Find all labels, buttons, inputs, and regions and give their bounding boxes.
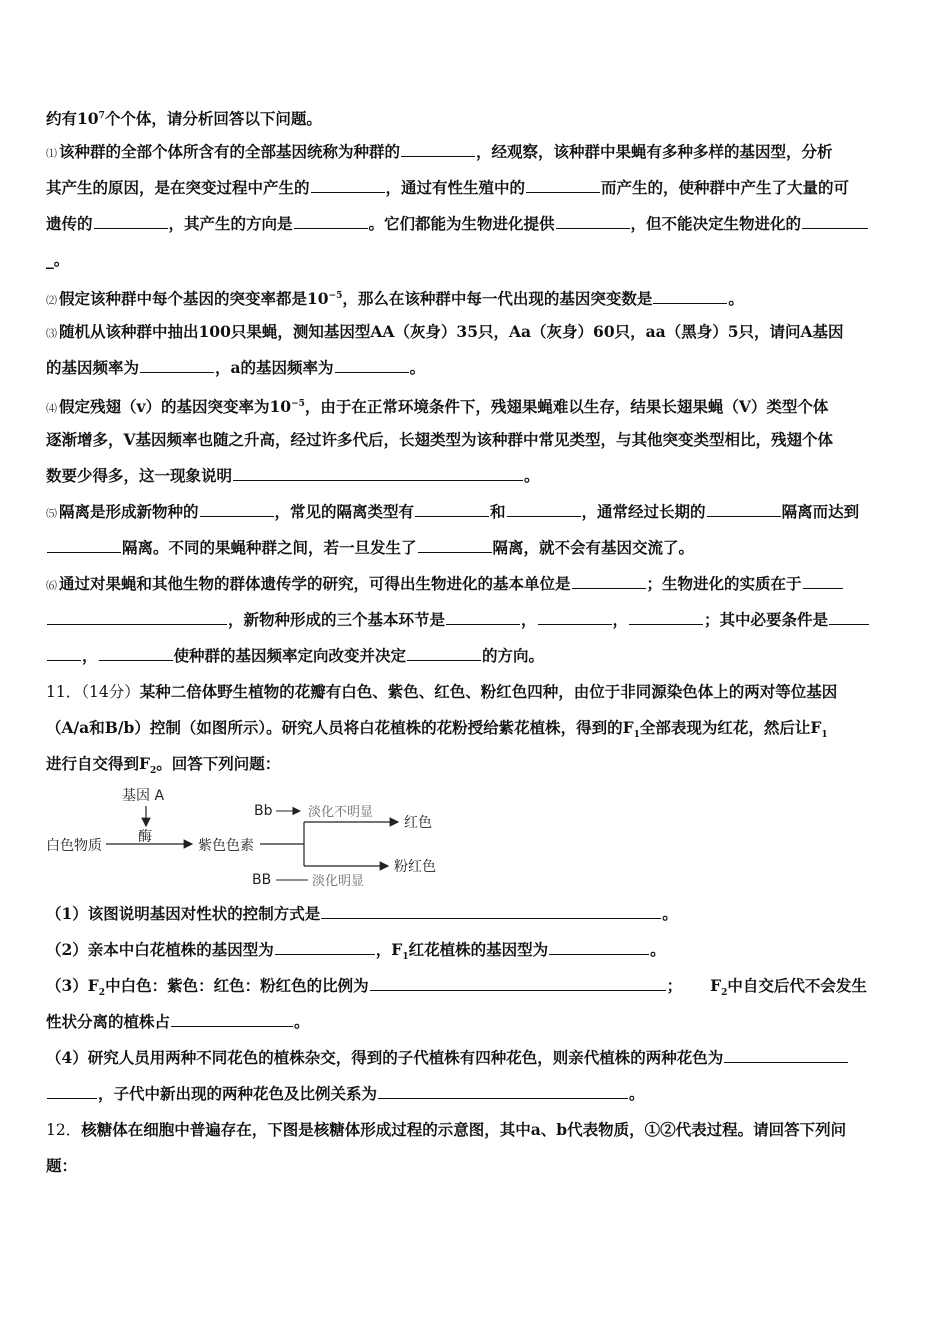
answer-blank[interactable] [370, 976, 666, 991]
pigment-pathway-diagram [46, 784, 908, 894]
answer-blank[interactable] [724, 1048, 848, 1063]
q10-part2-line: ⑵ 假定该种群中每个基因的突变率都是$10^{-5}$，那么在该种群中每一代出现的基因突变数是 。 [46, 289, 744, 309]
q10-part3-line1: ⑶ 随机从该种群中抽出100只果蝇，测知基因型AA（灰身）35只，Aa（灰身）60只，aa（黑身）5只，请问A基因 [46, 322, 844, 341]
question-number: 12． [46, 1121, 82, 1139]
q10-part4-line2: 逐渐增多，V基因频率也随之升高，经过许多代后，长翅类型为该种群中常见类型，与其他突变类型相比，残翅个体 [46, 430, 834, 449]
answer-blank[interactable] [629, 610, 703, 625]
answer-blank[interactable] [321, 904, 661, 919]
item-number: ⑸ [46, 507, 57, 520]
answer-blank[interactable] [47, 538, 121, 553]
answer-blank[interactable] [99, 646, 173, 661]
answer-blank[interactable] [526, 178, 600, 193]
answer-blank[interactable] [507, 502, 581, 517]
worksheet-page [46, 98, 908, 1184]
fade-weak-label: 淡化不明显 [308, 805, 374, 820]
gene-a-label: 基因 A [122, 788, 165, 804]
answer-blank[interactable] [171, 1012, 293, 1027]
q10-part4-line3: 数要少得多，这一现象说明 。 [46, 466, 540, 485]
item-number: ⑴ [46, 147, 57, 160]
q10-part1-line1: ⑴ 该种群的全部个体所含有的全部基因统称为种群的 ，经观察，该种群中果蝇有多种多样的基因型，分析 [46, 142, 833, 161]
q11-sub2: （2）亲本中白花植株的基因型为 ，$F_1$红花植株的基因型为 。 [46, 940, 666, 963]
q11-sub3-line1: $(3)F_2$中白色：紫色：红色：粉红色的比例为 ； $F_2$中自交后代不会发生 [46, 976, 867, 999]
pink-label: 粉红色 [394, 859, 436, 875]
white-substance-label: 白色物质 [46, 838, 102, 854]
q10-part1-line3: 遗传的 ，其产生的方向是 。它们都能为生物进化提供 ，但不能决定生物进化的 [46, 206, 908, 242]
q10-intro-line: 约有$10^7$个个体，请分析回答以下问题。 [46, 109, 322, 129]
purple-pigment-label: 紫色色素 [198, 838, 254, 854]
answer-blank[interactable] [94, 214, 168, 229]
answer-blank[interactable] [572, 574, 646, 589]
answer-blank[interactable] [653, 289, 727, 304]
item-number: ⑷ [46, 402, 57, 416]
answer-blank[interactable] [829, 610, 869, 625]
answer-blank[interactable] [140, 358, 214, 373]
bb-hom-label: BB [252, 872, 272, 888]
q12-stem-line1: 12．核糖体在细胞中普遍存在，下图是核糖体形成过程的示意图，其中a、b代表物质，①②代表过程。请回答下列问 [46, 1120, 847, 1139]
q10-part3-line2: 的基因频率为 ，a的基因频率为 。 [46, 358, 426, 377]
answer-blank[interactable] [446, 610, 520, 625]
q11-sub1: （1）该图说明基因对性状的控制方式是 。 [46, 904, 678, 923]
q11-sub4-line2: ，子代中新出现的两种花色及比例关系为 。 [46, 1076, 908, 1112]
answer-blank[interactable] [707, 502, 781, 517]
answer-blank[interactable] [47, 646, 81, 661]
q10-part1-line4: _。 [46, 250, 70, 269]
answer-blank[interactable] [200, 502, 274, 517]
q11-sub3-line2: 性状分离的植株占 。 [46, 1012, 310, 1031]
answer-blank[interactable] [47, 1084, 97, 1099]
q10-part6-line3: ， 使种群的基因频率定向改变并决定 的方向。 [46, 638, 908, 674]
q11-stem-line3: 进行自交得到$F_2$。回答下列问题： [46, 754, 281, 777]
answer-blank[interactable] [549, 940, 649, 955]
answer-blank[interactable] [802, 214, 868, 229]
answer-blank[interactable] [47, 610, 227, 625]
question-number: 11．（14分） [46, 683, 140, 701]
q10-part6-line2: ，新物种形成的三个基本环节是 ， ， ；其中必要条件是 [46, 602, 908, 638]
answer-blank[interactable] [415, 502, 489, 517]
q10-part4-line1: ⑷ 假定残翅（v）的基因突变率为$10^{-5}$，由于在正常环境条件下，残翅果蝇难以生存，结果长翅果蝇（V）类型个体 [46, 397, 829, 417]
q10-part6-line1: ⑹ 通过对果蝇和其他生物的群体遗传学的研究，可得出生物进化的基本单位是 ；生物进化的实质在于 [46, 566, 908, 602]
answer-blank[interactable] [556, 214, 630, 229]
item-number: ⑹ [46, 579, 57, 592]
answer-blank[interactable] [294, 214, 368, 229]
item-number: ⑶ [46, 327, 57, 340]
answer-blank[interactable] [538, 610, 612, 625]
answer-blank[interactable] [378, 1084, 628, 1099]
q12-stem-line2: 题： [46, 1156, 78, 1175]
pathway-svg [46, 784, 466, 894]
bb-het-label: Bb [254, 803, 273, 819]
answer-blank[interactable] [233, 466, 523, 481]
enzyme-label: 酶 [138, 829, 152, 845]
q10-part1-line2: 其产生的原因，是在突变过程中产生的 ，通过有性生殖中的 而产生的，使种群中产生了大量的可 [46, 178, 850, 197]
answer-blank[interactable] [401, 142, 475, 157]
q11-stem-line2: （A/a和B/b）控制（如图所示）。研究人员将白花植株的花粉授给紫花植株，得到的$F_1$全部表现为红花，然后让$F_1$ [46, 718, 828, 741]
answer-blank[interactable] [311, 178, 385, 193]
q11-stem-line1: 11．（14分）某种二倍体野生植物的花瓣有白色、紫色、红色、粉红色四种，由位于非同源染色体上的两对等位基因 [46, 682, 838, 701]
q11-sub4-line1: （4）研究人员用两种不同花色的植株杂交，得到的子代植株有四种花色，则亲代植株的两种花色为 [46, 1040, 908, 1076]
answer-blank[interactable] [275, 940, 375, 955]
fade-strong-label: 淡化明显 [312, 874, 365, 889]
red-label: 红色 [404, 815, 432, 831]
q10-part5-line2: 隔离。不同的果蝇种群之间，若一旦发生了 隔离，就不会有基因交流了。 [46, 530, 908, 566]
q10-part5-line1: ⑸ 隔离是形成新物种的 ，常见的隔离类型有 和 ，通常经过长期的 隔离而达到 [46, 502, 860, 521]
answer-blank[interactable] [418, 538, 492, 553]
answer-blank[interactable] [803, 574, 843, 589]
answer-blank[interactable] [335, 358, 409, 373]
answer-blank[interactable] [407, 646, 481, 661]
item-number: ⑵ [46, 294, 57, 308]
